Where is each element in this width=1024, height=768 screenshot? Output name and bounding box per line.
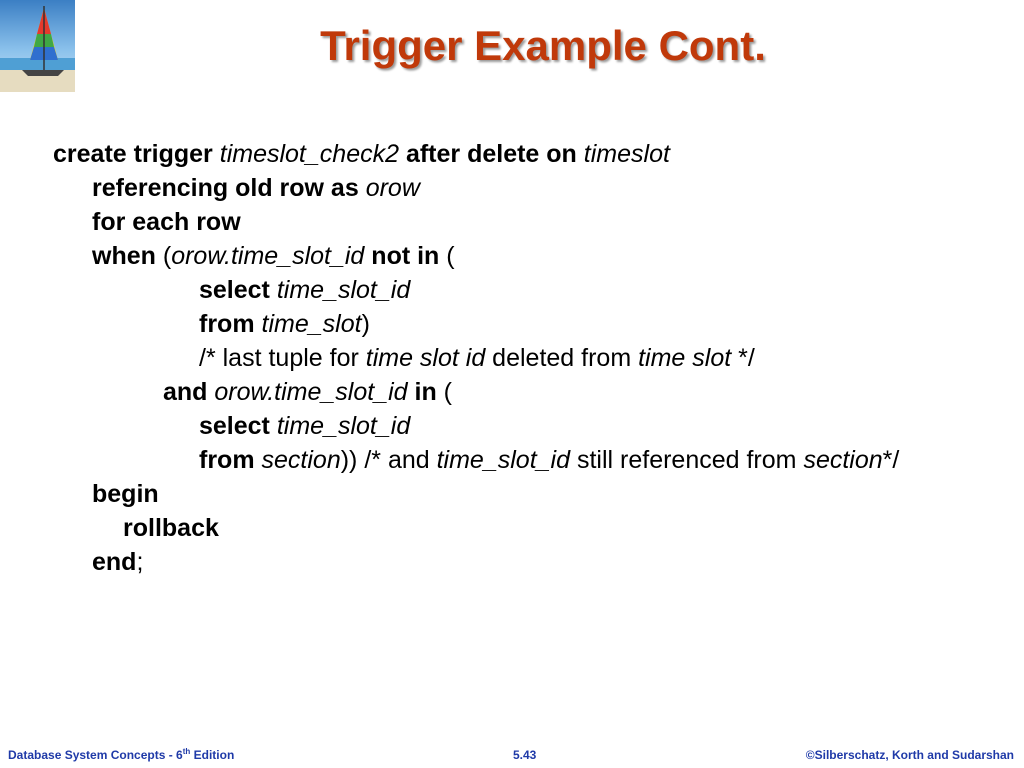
- identifier: time_slot_id: [276, 276, 411, 304]
- code-text: [270, 412, 277, 440]
- code-line: [92, 171, 792, 205]
- code-text: (: [436, 378, 453, 406]
- code-text: ;: [136, 548, 144, 576]
- keyword: begin: [92, 480, 159, 508]
- keyword: rollback: [123, 514, 219, 542]
- code-text: [255, 310, 262, 338]
- identifier: time_slot_id: [276, 412, 411, 440]
- code-line: [92, 477, 792, 511]
- keyword: from: [199, 446, 255, 474]
- code-text: still referenced from: [570, 446, 804, 474]
- code-line: [92, 545, 792, 579]
- slide-footer: [0, 742, 1024, 768]
- code-text: (: [439, 242, 455, 270]
- code-text: [213, 140, 220, 168]
- code-line: [92, 239, 792, 273]
- code-line: [199, 443, 899, 477]
- code-text: ): [361, 310, 370, 338]
- footer-edition-label: Edition: [190, 748, 235, 762]
- code-block: [53, 137, 900, 579]
- identifier: time_slot: [261, 310, 362, 338]
- code-text: [577, 140, 584, 168]
- identifier: orow: [365, 174, 420, 202]
- code-text: */: [882, 446, 900, 474]
- identifier: time_slot_id: [436, 446, 571, 474]
- keyword: end: [92, 548, 137, 576]
- identifier: timeslot: [583, 140, 670, 168]
- slide-title: Trigger Example Cont.: [320, 22, 766, 69]
- keyword: select: [199, 412, 270, 440]
- slide-number: 5.43: [513, 748, 537, 762]
- code-text: )) /* and: [340, 446, 437, 474]
- identifier: time slot id: [365, 344, 486, 372]
- code-line: [199, 409, 899, 443]
- footer-book-name: Database System Concepts - 6: [8, 748, 183, 762]
- code-text: [359, 174, 366, 202]
- identifier: time slot: [638, 344, 732, 372]
- code-text: [408, 378, 415, 406]
- keyword: select: [199, 276, 270, 304]
- code-text: */: [731, 344, 755, 372]
- code-line: [163, 375, 863, 409]
- keyword: from: [199, 310, 255, 338]
- keyword: not in: [371, 242, 440, 270]
- keyword: and: [163, 378, 208, 406]
- keyword: for each row: [92, 208, 241, 236]
- code-line: [123, 511, 823, 545]
- footer-copyright: ©Silberschatz, Korth and Sudarshan: [805, 748, 1014, 762]
- code-text: [270, 276, 277, 304]
- code-line: [199, 341, 899, 375]
- code-line: [199, 273, 899, 307]
- identifier: section: [803, 446, 883, 474]
- keyword: in: [414, 378, 437, 406]
- code-line: [92, 205, 792, 239]
- keyword: after delete on: [405, 140, 577, 168]
- identifier: orow.time_slot_id: [214, 378, 408, 406]
- footer-edition-sup: th: [182, 747, 191, 756]
- code-line: [53, 137, 753, 171]
- code-line: [199, 307, 899, 341]
- code-text: [255, 446, 262, 474]
- identifier: orow.time_slot_id: [171, 242, 365, 270]
- identifier: section: [261, 446, 341, 474]
- keyword: create trigger: [53, 140, 213, 168]
- keyword: referencing old row as: [92, 174, 359, 202]
- keyword: when: [92, 242, 156, 270]
- code-text: (: [155, 242, 172, 270]
- footer-book-title: [8, 748, 234, 762]
- code-text: /* last tuple for: [199, 344, 366, 372]
- identifier: timeslot_check2: [219, 140, 399, 168]
- code-text: deleted from: [485, 344, 639, 372]
- code-text: [399, 140, 406, 168]
